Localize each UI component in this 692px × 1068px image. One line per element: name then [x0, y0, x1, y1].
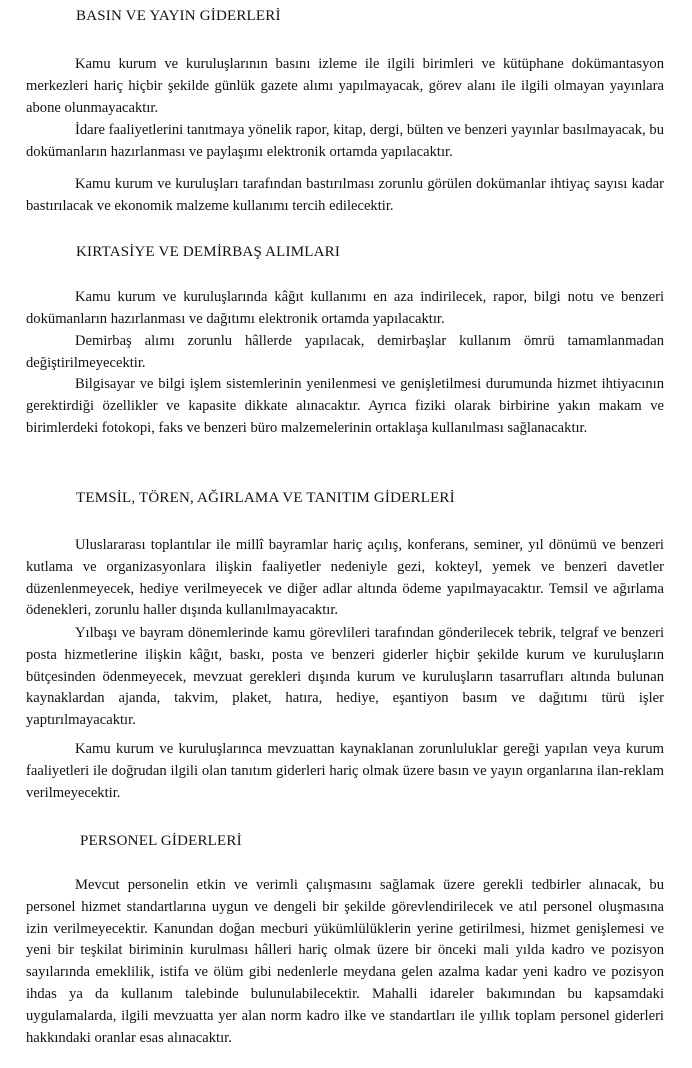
paragraph-yayin-basimi: İdare faaliyetlerini tanıtmaya yönelik rapor, kitap, dergi, bülten ve benzeri yayınlar basılmayacak, bu dokümanların hazırlanması ve paylaşımı elektronik ortamda yapılacaktır. — [26, 122, 664, 160]
paragraph-demirbas-alimi: Demirbaş alımı zorunlu hâllerde yapılacak, demirbaşlar kullanım ömrü tamamlanmadan değiştirilmeyecektir. — [26, 333, 664, 371]
paragraph-bilgisayar-sistemleri: Bilgisayar ve bilgi işlem sistemlerinin yenilenmesi ve genişletilmesi durumunda hizmet ihtiyacının gerektirdiği özellikler ve kapasite dikkate alınacaktır. Ayrıca fiziki olarak birbirine yakın makam ve birimlerdeki fotokopi, faks ve benzeri büro malzemelerinin ortaklaşa kullanılması sağlanacaktır. — [26, 376, 664, 436]
paragraph-yilbasi-bayram: Yılbaşı ve bayram dönemlerinde kamu görevlileri tarafından gönderilecek tebrik, telgraf ve benzeri posta hizmetlerine ilişkin kâğıt, baskı, posta ve benzeri giderler hiçbir şekilde kurum ve kuruluşların bütçesinden ödenmeyecek, mevzuat gerekleri dışında kurum ve kuruluşların tasarrufları altında bulunan kaynaklardan ajanda, takvim, plaket, hatıra, hediye, eşantiyon basım ve dağıtımı türü işler yaptırılmayacaktır. — [26, 625, 664, 729]
paragraph-personel-verimlilik: Mevcut personelin etkin ve verimli çalışmasını sağlamak üzere gerekli tedbirler alınacak, bu personel hizmet standartlarına uygun ve dengeli bir şekilde görevlendirilecek ve atıl personel oluşmasına izin verilmeyecektir. Kanundan doğan mecburi yükümlülüklerin yerine getirilmesi, hizmet genişlemesi ve yeni bir teşkilat biriminin kurulması hâlleri hariç olmak üzere bir önceki mali yılda kadro ve pozisyon sayılarında emeklilik, istifa ve ölüm gibi nedenlerle meydana gelen azalma kadar yeni kadro ve pozisyon ihdas ya da kullanım talebinde bulunulabilecektir. Mahalli idareler bakımından bu kapsamdaki uygulamalarda, ilgili mevzuatta yer alan norm kadro ilke ve standartları ile yıllık toplam personel giderleri hakkındaki oranlar esas alınacaktır. — [26, 877, 664, 1046]
section-heading-temsil-toren: TEMSİL, TÖREN, AĞIRLAMA VE TANITIM GİDERLERİ — [76, 490, 455, 506]
section-heading-personel: PERSONEL GİDERLERİ — [80, 833, 242, 849]
section-heading-kirtasiye-demirbas: KIRTASİYE VE DEMİRBAŞ ALIMLARI — [76, 244, 341, 260]
paragraph-dokuman-bastirma: Kamu kurum ve kuruluşları tarafından bastırılması zorunlu görülen dokümanlar ihtiyaç sayısı kadar bastırılacak ve ekonomik malzeme kullanımı tercih edilecektir. — [26, 176, 664, 214]
paragraph-ilan-reklam: Kamu kurum ve kuruluşlarınca mevzuattan kaynaklanan zorunluluklar gereği yapılan veya kurum faaliyetleri ile doğrudan ilgili olan tanıtım giderleri hariç olmak üzere basın ve yayın organlarına ilan-reklam verilmeyecektir. — [26, 741, 664, 801]
paragraph-gazete-abonelik: Kamu kurum ve kuruluşlarının basını izleme ile ilgili birimleri ve kütüphane dokümantasyon merkezleri hariç hiçbir şekilde günlük gazete alımı yapılmayacak, görev alanı ile ilgili olmayan yayınlara abone olunmayacaktır. — [26, 56, 664, 116]
paragraph-uluslararasi-toplantilar: Uluslararası toplantılar ile millî bayramlar hariç açılış, konferans, seminer, yıl dönümü ve benzeri kutlama ve organizasyonlara ilişkin faaliyetler nedeniyle gezi, kokteyl, yemek ve benzeri davetler düzenlenmeyecek, hediye verilmeyecek ve diğer adlar altında ödeme yapılmayacaktır. Temsil ve ağırlama ödenekleri, zorunlu haller dışında kullanılmayacaktır. — [26, 537, 664, 619]
paragraph-kagit-kullanimi: Kamu kurum ve kuruluşlarında kâğıt kullanımı en aza indirilecek, rapor, bilgi notu ve benzeri dokümanların hazırlanması ve dağıtımı elektronik ortamda yapılacaktır. — [26, 289, 664, 327]
section-heading-basin-yayin: BASIN VE YAYIN GİDERLERİ — [76, 8, 281, 24]
